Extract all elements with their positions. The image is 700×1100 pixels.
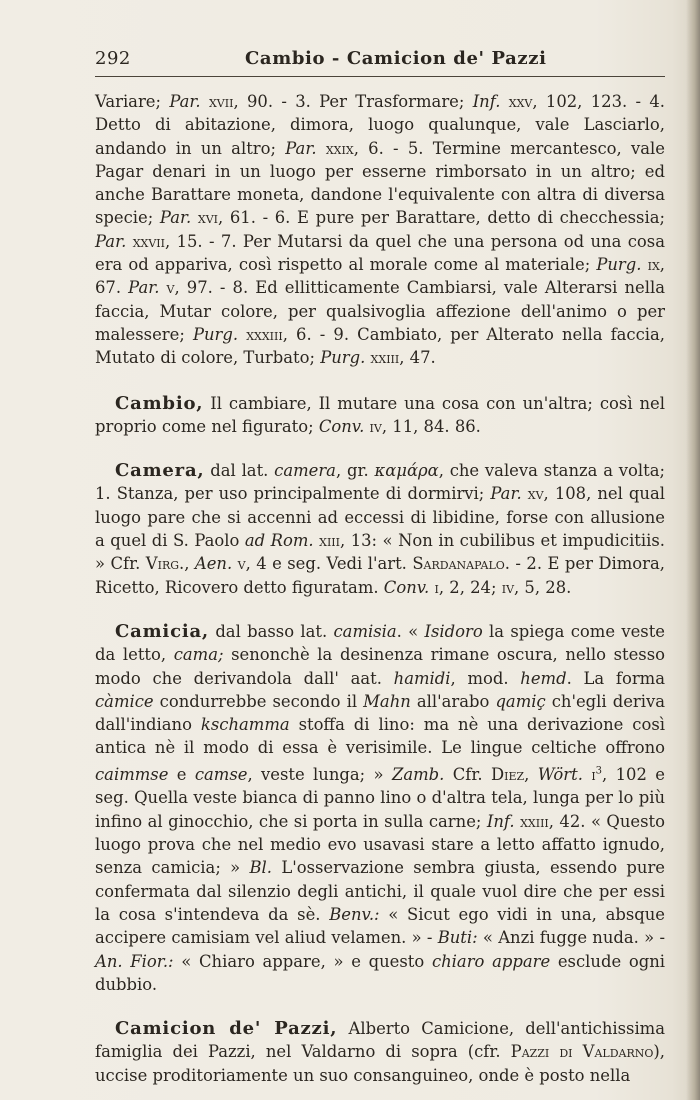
italic-reference: An. Fior.: (95, 951, 174, 971)
text-run: . « (396, 621, 425, 641)
text-run: , 4 e seg. Vedi l'art. (245, 554, 413, 574)
text-run: senonchè la desinenza rimane oscura, nello stesso modo che derivandola dall' aat. (95, 645, 665, 688)
entry-camicia (95, 620, 665, 996)
text-run: , 13: « Non in cubilibus et impudicitiis. » Cfr. (95, 531, 666, 574)
page-edge-shadow (686, 0, 700, 1100)
italic-reference: Isidoro (424, 621, 483, 641)
headword: Camera, (115, 460, 205, 482)
text-run: , 6. - 9. Cambiato, per Alterato nella faccia, Mutato di colore, Turbato; (95, 324, 666, 368)
page-header (95, 46, 665, 77)
italic-reference: Purg. (192, 324, 239, 344)
headword: Cambio, (115, 392, 204, 414)
small-caps-reference: i (434, 577, 439, 597)
italic-reference: camisia (333, 621, 397, 641)
text-run: , 6. - 5. Termine mercantesco, vale Pagar denari in un luogo per esserne rimborsato in un altro; ed anche Barattare moneta, dandone l'equivalente con altra di diversa specie; (95, 138, 665, 228)
text-run (191, 208, 198, 227)
small-caps-reference: xv (527, 484, 544, 504)
entry-body (95, 461, 665, 596)
running-title: Cambio - Camicion de' Pazzi (245, 48, 547, 69)
italic-reference: Par. (159, 208, 192, 228)
text-run: , 90. - 3. Per Trasformare; (233, 92, 473, 111)
italic-reference: càmice (95, 691, 154, 711)
text-run (238, 325, 246, 344)
text-run: , 61. - 6. E pure per Barattare, detto di checchessia; (218, 208, 665, 228)
small-caps-reference: xvii (208, 92, 234, 111)
text-run: , 5, 28. (514, 577, 572, 597)
text-run: dal lat. (204, 461, 275, 481)
text-run: , gr. (335, 461, 375, 481)
italic-reference: camse (194, 765, 248, 785)
text-run: , 108, nel qual luogo pare che si accenni ad eccessi di libidine, forse con allusione a quel di S. Paolo (95, 484, 665, 551)
text-run: Cfr. (444, 765, 491, 785)
entry-body (95, 92, 665, 367)
italic-reference: hamidi (393, 668, 451, 688)
italic-reference: Par. (169, 92, 201, 111)
text-run: dal basso lat. (209, 621, 334, 641)
italic-reference: Par. (490, 484, 522, 504)
text-run: . La forma (566, 668, 665, 688)
small-caps-reference: iv (369, 416, 382, 436)
small-caps-reference: Pazzi di Valdarno (510, 1042, 654, 1062)
text-column (95, 90, 665, 1087)
italic-reference: ad Rom. (244, 531, 314, 551)
italic-reference: Inf. (486, 811, 515, 831)
text-run: esclude ogni dubbio. (95, 951, 665, 994)
italic-reference: Par. (128, 278, 160, 298)
small-caps-reference: xxiii (370, 348, 400, 368)
text-run: Variare; (95, 92, 170, 111)
entry-camicion-de-pazzi (95, 1017, 665, 1087)
text-run: , 102, 123. - 4. Detto di abitazione, dimora, luogo qualunque, vale Lasciarlo, andando in un altro; (95, 92, 666, 158)
text-run: , che valeva stanza a volta; 1. Stanza, per uso principalmente di dormirvi; (95, 461, 665, 504)
headword: Camicia, (115, 620, 210, 642)
italic-reference: chiaro appare (431, 951, 551, 971)
italic-reference: caimmse (95, 765, 169, 785)
text-run: la spiega come veste da letto, (95, 621, 665, 665)
italic-reference: cama; (173, 645, 224, 665)
text-run: e (168, 765, 195, 785)
text-run: stoffa di lino: ma nè una derivazione così antica nè il modo di essa è verisimile. Le lingue celtiche offrono (95, 715, 665, 758)
italic-reference: Conv. (318, 416, 365, 436)
text-run: , veste lunga; » (247, 765, 392, 785)
italic-reference: Bl. (249, 858, 273, 878)
italic-reference: Purg. (320, 348, 366, 368)
text-run: , (524, 765, 538, 785)
italic-reference: καμάρα (374, 461, 439, 481)
small-caps-reference: xxvii (132, 231, 165, 251)
small-caps-reference: iv (501, 577, 515, 597)
text-run: , 42. « Questo luogo prova che nel medio evo usavasi stare a letto affatto ignudo, senza camicia; » (95, 811, 665, 878)
text-run: ), uccise proditoriamente un suo consanguineo, onde è posto nella (95, 1042, 665, 1085)
text-run: , 11, 84. 86. (381, 416, 481, 436)
italic-reference: Conv. (383, 577, 430, 597)
entry-camera (95, 459, 665, 599)
italic-reference: Aen. (194, 554, 233, 574)
italic-reference: Benv.: (329, 904, 380, 924)
small-caps-reference: Sardanapalo (412, 554, 505, 574)
italic-reference: qamiç (495, 691, 546, 711)
italic-reference: Buti: (437, 928, 478, 948)
small-caps-reference: i (591, 765, 596, 785)
italic-reference: Par. (285, 138, 317, 158)
text-run: « Anzi fugge nuda. » - (477, 928, 665, 948)
text-run: « Sicut ego vidi in una, absque accipere camisiam vel aliud velamen. » - (95, 904, 666, 948)
small-caps-reference: ix (647, 255, 660, 275)
small-caps-reference: Diez (490, 765, 525, 785)
small-caps-reference: xiii (319, 531, 340, 551)
italic-reference: Wört. (537, 765, 583, 785)
text-run (500, 92, 508, 111)
small-caps-reference: Virg. (145, 554, 185, 574)
small-caps-reference: xxv (508, 92, 533, 111)
text-run (317, 139, 326, 158)
text-run: 3 (595, 765, 603, 777)
italic-reference: Par. (95, 231, 127, 251)
italic-reference: Inf. (472, 92, 501, 111)
italic-reference: Mahn (363, 691, 411, 711)
small-caps-reference: xxiii (520, 811, 549, 831)
entry-cambio (95, 392, 665, 439)
text-run: , 97. - 8. Ed ellitticamente Cambiarsi, vale Alterarsi nella faccia, Mutar colore, per qualsivoglia affezione dell'animo o per malessere; (95, 278, 665, 344)
text-run: , 15. - 7. Per Mutarsi da quel che una persona od una cosa era od appariva, così rispetto al morale come al materiale; (95, 231, 665, 275)
text-run: condurrebbe secondo il (153, 691, 364, 711)
italic-reference: hemd (520, 668, 567, 688)
small-caps-reference: v (166, 278, 175, 298)
italic-reference: Purg. (596, 255, 642, 275)
small-caps-reference: xvi (197, 208, 218, 228)
text-run: , 102 e seg. Quella veste bianca di panno lino o d'altra tela, lunga per lo più infino al ginocchio, che si porta in sulla carne; (95, 765, 665, 831)
text-run: , 2, 24; (438, 577, 502, 597)
text-run: L'osservazione sembra giusta, essendo pure confermata dal silenzio degli antichi, il quale vuol dire che per essi la cosa s'intendeva da sè. (95, 858, 665, 924)
entry-cambiare-continued (95, 90, 665, 370)
text-run: , mod. (450, 668, 521, 688)
text-run (159, 278, 166, 297)
text-run: all'arabo (410, 691, 496, 711)
italic-reference: Zamb. (391, 765, 445, 785)
small-caps-reference: v (237, 554, 246, 574)
text-run: « Chiaro appare, » e questo (173, 951, 432, 971)
text-run: Alberto Camicione, dell'antichissima famiglia dei Pazzi, nel Valdarno di sopra (cfr. (95, 1019, 666, 1062)
small-caps-reference: xxxiii (246, 324, 283, 344)
text-run (201, 92, 209, 111)
text-run: , 47. (399, 348, 436, 368)
text-run: Il cambiare, Il mutare una cosa con un'altra; così nel proprio come nel figurato; (95, 393, 665, 436)
italic-reference: camera (274, 461, 336, 481)
small-caps-reference: xxix (325, 138, 354, 158)
italic-reference: kschamma (200, 715, 290, 735)
page-number: 292 (95, 48, 131, 69)
text-run: ch'egli deriva dall'indiano (95, 691, 666, 735)
text-run: . - 2. E per Dimora, Ricetto, Ricovero detto figuratam. (95, 554, 665, 597)
headword: Camicion de' Pazzi, (115, 1018, 338, 1040)
text-run: , 67. (95, 255, 665, 298)
text-run: , (184, 554, 195, 574)
entry-body (95, 622, 665, 994)
